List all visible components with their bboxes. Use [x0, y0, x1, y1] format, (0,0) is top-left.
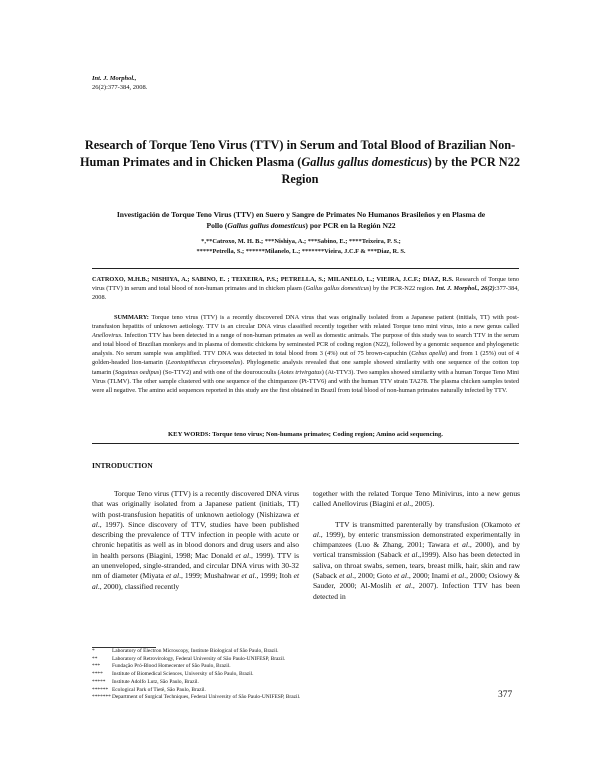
header-divider [92, 268, 519, 269]
footnotes [92, 648, 392, 702]
body-text: ., 2000), classified recently [97, 581, 180, 591]
journal-name: Int. J. Morphol., [92, 75, 137, 82]
summary-species: Leontopithecus chrysomelas [167, 359, 241, 367]
summary-text: ) and from 1 (25%) out of 4 golden-headed lion-tamarin ( [92, 350, 519, 367]
footnote-text: Institute of Biomedical Sciences, University of São Paulo, Brazil. [112, 671, 254, 678]
summary-abstract [92, 313, 519, 395]
summary-species: Saguinus oedipus [114, 368, 160, 376]
footnote-text: Laboratory of Retrovirology, Federal University of São Paulo-UNIFESP, Brazil. [112, 655, 286, 662]
et-al: et al [313, 519, 520, 539]
citation-authors: CATROXO, M.H.B.; NISHIYA, A.; SABINO, E. ; TEIXEIRA, P.S.; PETRELLA, S.; MILANELO, L.; VIEIRA, J.C.F.; DIAZ, R.S. [92, 276, 454, 283]
title-text-2: ) by the PCR N22 Region [281, 155, 520, 186]
et-al: et al [451, 571, 465, 581]
footnote-text: Institute Adolfo Lutz, São Paulo, Brazil. [112, 678, 199, 685]
footnote-item [92, 679, 392, 687]
footnote-marker: *** [92, 663, 101, 670]
summary-species: Cebus apella [411, 350, 445, 358]
footnote-item [92, 671, 392, 679]
summary-label: SUMMARY: [114, 314, 149, 321]
body-text: ., 2000; Inami [407, 571, 452, 581]
summary-genus: Anellovirus [92, 332, 122, 340]
footnote-marker: ***** [92, 678, 106, 685]
summary-text: ). Phylogenetic analysis revealed that one sample showed similarity with one sequence of the cotton top tamarin ( [92, 359, 520, 376]
body-text: ., 2005). [409, 499, 435, 509]
et-al: et al [235, 550, 250, 560]
footnote-item [92, 663, 392, 671]
body-text: TTV is transmitted parenterally by transfusion (Okamoto [335, 519, 515, 529]
body-text: together with the related Torque Teno Minivirus, into a new genus called Anellovirus (Biagini [313, 489, 520, 509]
footnote-item [92, 694, 392, 702]
et-al: et al [393, 571, 408, 581]
footnote-text: Ecological Park of Tietê, São Paulo, Brazil. [112, 686, 206, 693]
body-text: ., 1999). TTV is an unenveloped, single-stranded, and circular DNA virus with 30-32 nm of diameter (Miyata [92, 550, 299, 581]
paper-title [70, 137, 530, 188]
introduction-heading: INTRODUCTION [92, 461, 153, 470]
introduction-paragraph [92, 489, 299, 592]
et-al: et al [395, 581, 411, 591]
summary-text: . Infection TTV has been detected in a range of non-human primates as well as domestic animals. The purpose of this study was to search TTV in the serum and total blood of Brazilian monkeys and in plasma of domestic chickens by seminested PCR of coding region (N22), followed by a genomic sequence and phylogenetic analysis. No serum sample was amplified. TTV DNA was detected in total blood from 3 (4%) out of 75 brown-capuchin ( [92, 332, 519, 358]
et-al: et al [453, 540, 468, 550]
et-al: et al [92, 571, 300, 591]
body-text: ., 2007). Infection TTV has been detected in [313, 581, 521, 601]
introduction-column-left [92, 489, 299, 592]
body-text: .,1999). Also has been detected in saliva, on throat swabs, semen, tears, breast milk, hair, skin and raw (Saback [313, 550, 521, 581]
et-al: et al [396, 499, 410, 509]
summary-species: Aotes trivirgatus [279, 368, 322, 376]
footnote-text: Fundação Pró-Blood Homecenter of São Paulo, Brazil. [112, 663, 231, 670]
et-al: et al [404, 550, 418, 560]
footnote-marker: ******* [92, 694, 111, 701]
et-al: et al [339, 571, 353, 581]
introduction-paragraph [313, 489, 520, 510]
citation-journal: Int. J. Morphol., 26(2) [436, 285, 495, 293]
citation-block [92, 275, 519, 302]
keywords: KEY WORDS: Torque teno virus; Non-humans primates; Coding region; Amino acid sequencing. [168, 431, 443, 438]
title-text-1: Research of Torque Teno Virus (TTV) in Serum and Total Blood of Brazilian Non-Human Primates and in Chicken Plasma ( [79, 138, 516, 169]
et-al: et al [92, 509, 299, 529]
journal-reference [92, 75, 292, 92]
authors-line-1: *,**Catroxo, M. H. B.; ***Nishiya, A.; ***Sabino, E.; ****Teixeira, P. S.; [201, 238, 401, 245]
author-list [168, 237, 434, 257]
journal-volume-pages: 26(2):377-384, 2008. [92, 83, 148, 91]
body-text: Torque Teno virus (TTV) is a recently discovered DNA virus that was originally isolated from a Japanese patient (initials, TT) with post-transfusion hepatitis of unknown aetiology (Nishizawa [92, 489, 299, 519]
citation-text-2: ) by the PCR-N22 region. [369, 285, 437, 293]
keywords-divider [92, 443, 519, 444]
footnote-marker: **** [92, 671, 103, 678]
body-text: ., 1997). Since discovery of TTV, studies have been published describing the prevalence of TTV infection in people with acute or chronic hepatitis as well as in blood donors and drug users and also in health persons (Biagini, 1998; Mac Donald [92, 519, 299, 560]
et-al: et al [241, 571, 255, 581]
body-text: ., 1999; Mushahwar [179, 571, 242, 581]
footnote-text: Department of Surgical Techniques, Federal University of São Paulo-UNIFESP, Brazil. [112, 694, 301, 701]
summary-text: ) (At-TTV3). Two samples showed similarity with a human Torque Teno Mini Virus (TLMV). The other sample clustered with one sequence of the chimpanzee (Pt-TTV6) and with the human TTV strain TA278. The plasma chicken samples tested were all negative. The amino acid sequences reported in this study are the first obtained in Brazil from total blood of non-human primates naturally infected by TTV. [92, 368, 519, 394]
citation-species: Gallus gallus domesticus [305, 285, 370, 293]
body-text: ., 1999), by enteric transmission demonstrated experimentally in chimpanzees (Luo & Zhang, 2001; Tawara [313, 529, 520, 550]
subtitle-text-2: ) por PCR en la Región N22 [305, 221, 396, 230]
et-al: et al [165, 571, 180, 581]
footnote-marker: ****** [92, 686, 109, 693]
footnote-marker: ** [92, 655, 98, 662]
citation-text-1: Research of Torque teno virus (TTV) in serum and total blood of non-human primates and in chicken plasm ( [92, 276, 519, 293]
body-text: ., 2000; Osiowy & Sauder, 2000; Al-Moslih [313, 571, 521, 591]
body-text: ., 2000; Goto [352, 571, 394, 581]
footnote-marker: * [92, 648, 95, 654]
body-text: ., 2000), and by vertical transmission (Saback [313, 540, 521, 560]
introduction-paragraph [313, 520, 520, 602]
title-species: Gallus gallus domesticus [301, 155, 428, 169]
subtitle-text-1: Investigación de Torque Teno Virus (TTV) en Suero y Sangre de Primates No Humanos Brasileños y en Plasma de Pollo ( [116, 210, 486, 230]
summary-text: ) (So-TTV2) and with one of the douroucoulis ( [159, 368, 280, 376]
summary-text: Torque teno virus (TTV) is a recently discovered DNA virus that was originally isolated from a Japanese patient (initials, TT) with post-transfusion hepatitis of unknown aetiology. TTV is an circular DNA virus classified recently together with related Torque teno mini virus, into a new genus called [92, 314, 519, 331]
paper-subtitle-spanish [108, 209, 494, 231]
footnote-item [92, 648, 392, 656]
footnote-text: Laboratory of Electron Microscopy, Institute Biological of São Paulo, Brazil. [112, 648, 279, 654]
body-text: ., 1999; Itoh [254, 571, 294, 581]
page-number: 377 [498, 690, 513, 700]
subtitle-species: Gallus gallus domesticus [227, 221, 306, 230]
introduction-column-right [313, 489, 520, 602]
citation-pages: :377-384, 2008. [92, 285, 519, 302]
authors-line-2: *****Petrella, S.; ******Milanelo, L.; *******Vieira, J.C.F & ***Diaz, R. S. [196, 248, 406, 255]
